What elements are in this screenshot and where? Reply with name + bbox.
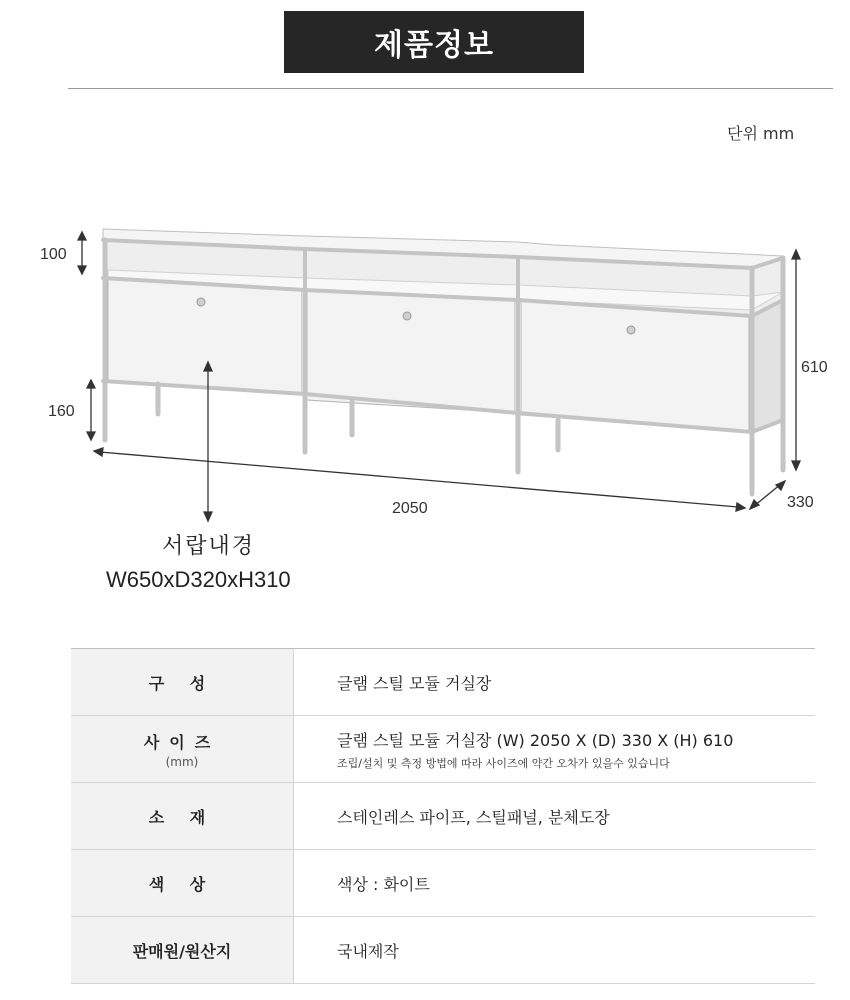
drawer-front-3 bbox=[521, 301, 749, 431]
drawer-front-2 bbox=[307, 291, 515, 413]
spec-value: 색상 : 화이트 bbox=[294, 850, 816, 917]
product-diagram bbox=[0, 180, 850, 530]
spec-value: 스테인레스 파이프, 스틸패널, 분체도장 bbox=[294, 783, 816, 850]
unit-label: 단위 mm bbox=[727, 124, 795, 143]
spec-value: 글램 스틸 모듈 거실장 (W) 2050 X (D) 330 X (H) 610 조립/설치 및 측정 방법에 따라 사이즈에 약간 오차가 있을수 있습니다 bbox=[294, 716, 816, 783]
dim-width: 2050 bbox=[392, 500, 428, 517]
dim-height: 610 bbox=[801, 359, 828, 376]
spec-value: 국내제작 bbox=[294, 917, 816, 984]
table-row bbox=[71, 783, 815, 850]
dim-shelf-gap: 100 bbox=[40, 246, 67, 263]
spec-value-note: 조립/설치 및 측정 방법에 따라 사이즈에 약간 오차가 있을수 있습니다 bbox=[337, 756, 670, 770]
drawer-inner-label: 서랍내경 bbox=[162, 533, 256, 558]
page-title: 제품정보 bbox=[284, 11, 584, 73]
spec-value: 글램 스틸 모듈 거실장 bbox=[294, 649, 816, 716]
spec-key: 색 상 bbox=[71, 850, 294, 917]
spec-key: 구 성 bbox=[71, 649, 294, 716]
spec-table bbox=[71, 648, 815, 984]
table-row bbox=[71, 716, 815, 783]
spec-key-sub: (mm) bbox=[165, 754, 199, 769]
drawer-inner-size: W650xD320xH310 bbox=[106, 567, 291, 592]
drawer-front-1 bbox=[108, 278, 302, 393]
drawer-knob bbox=[197, 298, 205, 306]
table-row bbox=[71, 649, 815, 716]
dim-depth: 330 bbox=[787, 494, 814, 511]
title-divider bbox=[68, 88, 833, 89]
drawer-knob bbox=[403, 312, 411, 320]
side-panel bbox=[752, 300, 783, 432]
spec-key: 소 재 bbox=[71, 783, 294, 850]
drawer-knob bbox=[627, 326, 635, 334]
table-row bbox=[71, 850, 815, 917]
spec-key: 사이즈 (mm) bbox=[71, 716, 294, 783]
spec-key: 판매원/원산지 bbox=[71, 917, 294, 984]
dim-leg-height: 160 bbox=[48, 403, 75, 420]
table-row bbox=[71, 917, 815, 984]
